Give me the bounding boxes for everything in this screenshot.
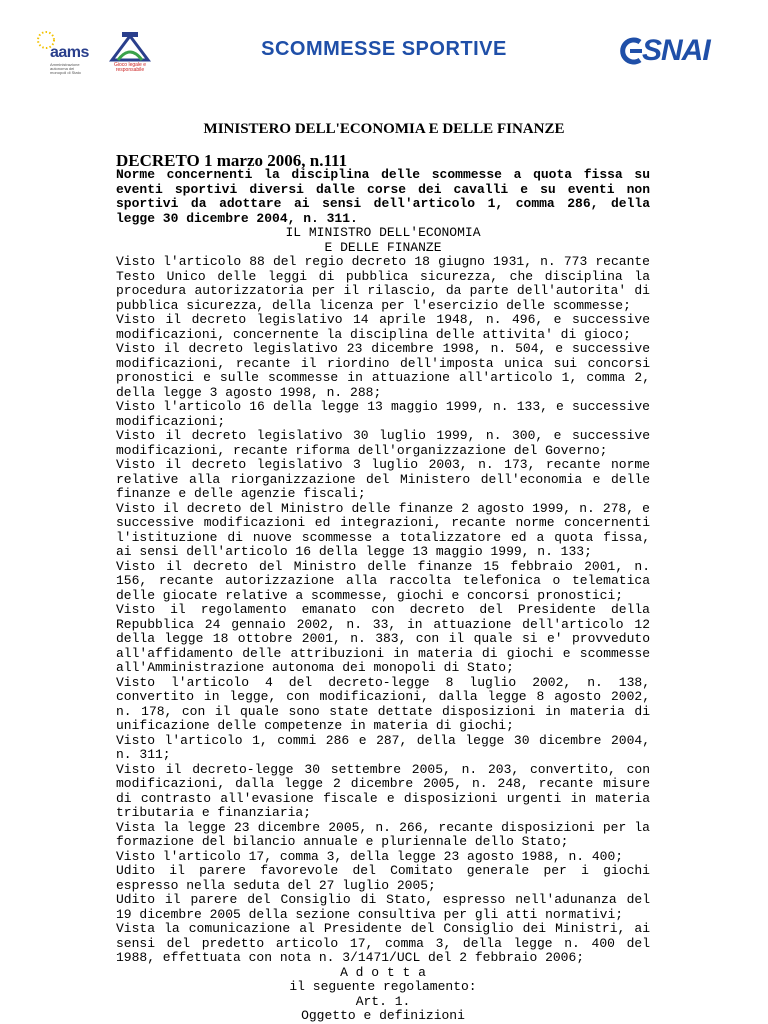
recital-paragraph: Udito il parere favorevole del Comitato generale per i giochi espresso nella seduta del 27 luglio 2005; (116, 863, 650, 893)
recital-paragraph: Visto il decreto del Ministro delle finanze 15 febbraio 2001, n. 156, recante autorizzazione alla raccolta telefonica o telematica delle giocate relative a scommesse, giochi e concorsi pronostici; (116, 558, 650, 603)
decree-body (116, 226, 650, 1024)
recital-paragraph: Vista la comunicazione al Presidente del Consiglio dei Ministri, ai sensi del predetto articolo 17, comma 3, della legge n. 400 del 1988, effettuata con nota n. 3/1471/UCL del 2 febbraio 2006; (116, 921, 650, 965)
aams-tagline: Amministrazione autonoma dei monopoli di Stato (50, 62, 81, 75)
snai-logo (618, 34, 733, 68)
aams-logo-text: aams (50, 44, 89, 61)
ministry-heading: MINISTERO DELL'ECONOMIA E DELLE FINANZE (203, 121, 565, 137)
recital-paragraph: Visto l'articolo 16 della legge 13 maggio 1999, n. 133, e successive modificazioni; (116, 399, 650, 429)
header-title: SCOMMESSE SPORTIVE (261, 38, 507, 60)
snai-swoosh-icon (618, 36, 644, 66)
decree-title: DECRETO 1 marzo 2006, n.111 (116, 151, 348, 170)
recital-paragraph: Visto l'articolo 88 del regio decreto 18 giugno 1931, n. 773 recante Testo Unico delle leggi di pubblica sicurezza, che disciplina la procedura autorizzatoria per il rilascio, da parte dell'autorita' di pubblica sicurezza, della licenza per l'esercizio delle scommesse; (116, 254, 650, 313)
snai-logo-text: SNAI (642, 34, 710, 67)
article-title: Oggetto e definizioni (301, 1008, 465, 1023)
recital-paragraph: Vista la legge 23 dicembre 2005, n. 266, recante disposizioni per la formazione del bilancio annuale e pluriennale dello Stato; (116, 819, 650, 849)
decree-summary: Norme concernenti la disciplina delle scommesse a quota fissa su eventi sportivi diversi dalle corse dei cavalli e su eventi non sportivi da adottare ai sensi dell'articolo 1, comma 286, della legge 30 dicembre 2004, n. 311. (116, 167, 650, 226)
issuer-line: E DELLE FINANZE (324, 239, 442, 255)
recital-paragraph: Visto il decreto legislativo 14 aprile 1948, n. 496, e successive modificazioni, concernente la disciplina delle attivita' di gioco; (116, 312, 650, 342)
recital-paragraph: Visto il decreto legislativo 23 dicembre 1998, n. 504, e successive modificazioni, recante il riordino dell'imposta unica sui concorsi pronostici e sulle scommesse in attuazione all'articolo 1, comma 2, della legge 3 agosto 1998, n. 288; (116, 341, 650, 400)
page-header (0, 0, 768, 90)
recital-paragraph: Visto il decreto legislativo 30 luglio 1999, n. 300, e successive modificazioni, recante riforma dell'organizzazione del Governo; (116, 428, 650, 458)
recital-paragraph: Visto il regolamento emanato con decreto del Presidente della Repubblica 24 gennaio 2002, n. 33, in attuazione dell'articolo 12 della legge 18 ottobre 2001, n. 383, con il quale si e' provveduto all'affidamento delle attribuzioni in materia di giochi e scommesse all'Amministrazione autonoma dei monopoli di Stato; (116, 602, 650, 675)
recital-paragraph: Visto l'articolo 4 del decreto-legge 8 luglio 2002, n. 138, convertito in legge, con modificazioni, dalla legge 8 agosto 2002, n. 178, con il quale sono state dettate disposizioni in materia di unificazione delle competenze in materia di giochi; (116, 674, 650, 733)
recital-paragraph: Visto il decreto-legge 30 settembre 2005, n. 203, convertito, con modificazioni, dalla legge 2 dicembre 2005, n. 248, recante misure di contrasto all'evasione fiscale e disposizioni urgenti in materia tributaria e finanziaria; (116, 761, 650, 820)
regolamento-line: il seguente regolamento: (289, 979, 477, 994)
gioco-legale-caption: Gioco legale e responsabile (114, 62, 146, 73)
recital-paragraph: Visto il decreto del Ministro delle finanze 2 agosto 1999, n. 278, e successive modificazioni ed integrazioni, recante norme concernenti l'istituzione di nuove scommesse a totalizzatore ed a quota fissa, ai sensi dell'articolo 16 della legge 13 maggio 1999, n. 133; (116, 500, 650, 559)
issuer-line: IL MINISTRO DELL'ECONOMIA (285, 225, 481, 240)
recital-paragraph: Visto il decreto legislativo 3 luglio 2003, n. 173, recante norme relative alla riorganizzazione del Ministero dell'economia e delle finanze e delle agenzie fiscali; (116, 457, 650, 501)
recital-paragraph: Visto l'articolo 1, commi 286 e 287, della legge 30 dicembre 2004, n. 311; (116, 732, 650, 762)
adotta-line: A d o t t a (340, 964, 426, 980)
article-number: Art. 1. (355, 993, 411, 1009)
recital-paragraph: Visto l'articolo 17, comma 3, della legge 23 agosto 1988, n. 400; (116, 848, 624, 864)
recital-paragraph: Udito il parere del Consiglio di Stato, espresso nell'adunanza del 19 dicembre 2005 della sezione consultiva per gli atti normativi; (116, 892, 650, 922)
